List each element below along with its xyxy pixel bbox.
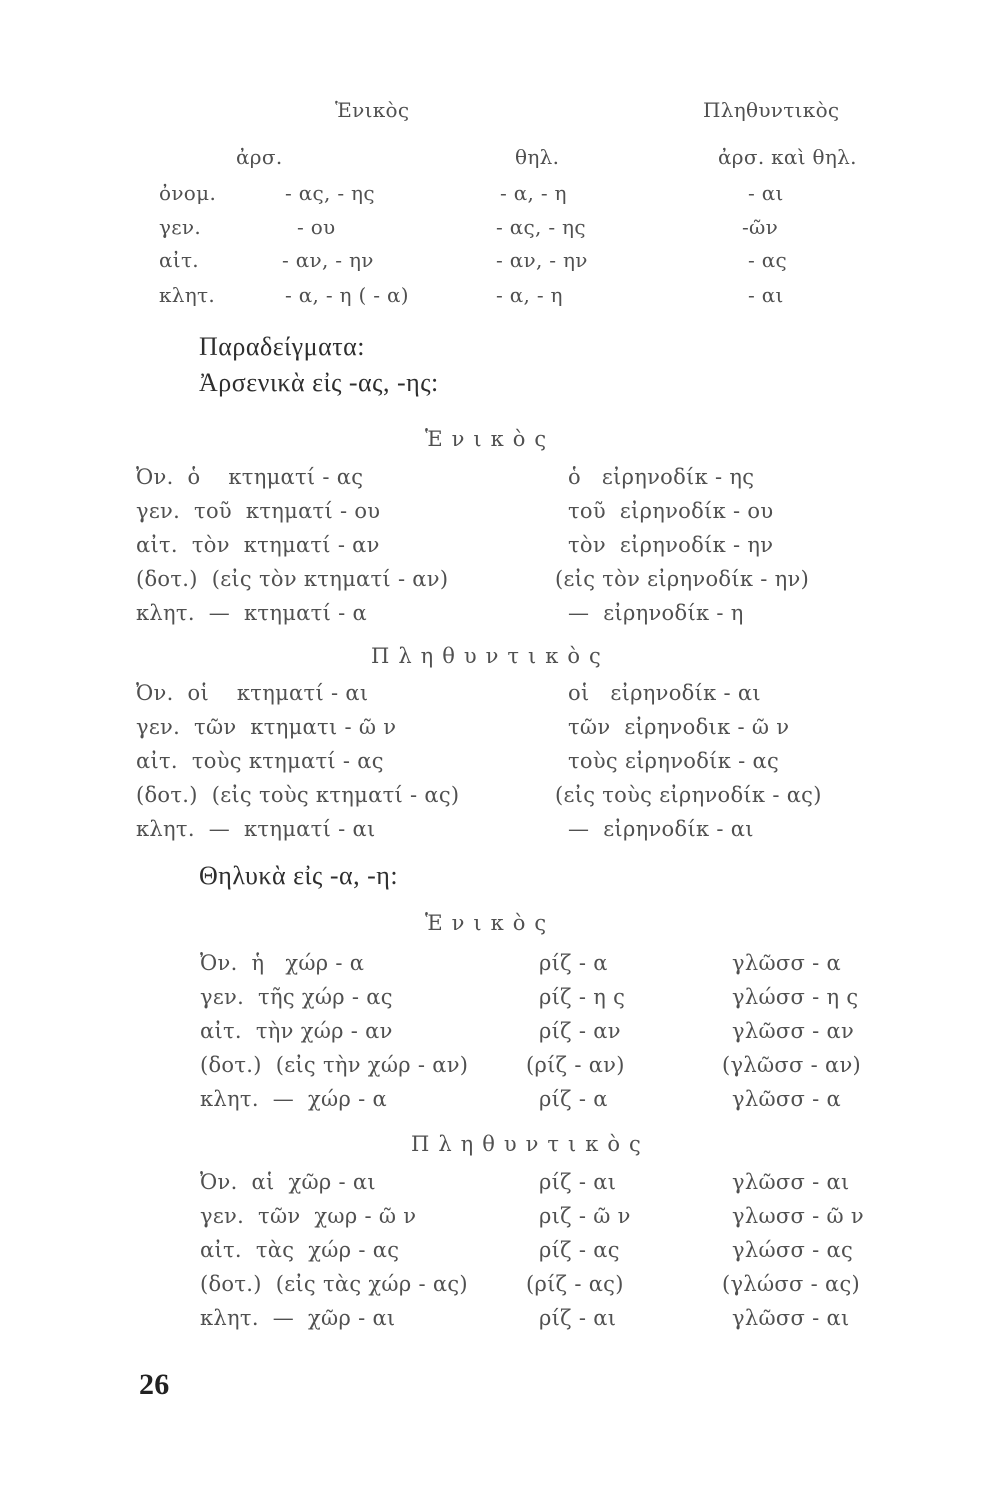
examples-heading: Παραδείγματα: [199,332,366,361]
fem-plural-form-3: γλῶσσ - αι [732,1170,850,1194]
summary-case: κλητ. [159,283,216,307]
masc-singular-form-2: τοῦ εἰρηνοδίκ - ου [568,499,774,523]
summary-plural-ending: -ῶν [742,215,779,239]
fem-plural-form: γεν. τῶν χωρ - ῶ ν [200,1204,417,1228]
summary-sub-fem: θηλ. [515,145,560,169]
masc-singular-form: Ὀν. ὁ κτηματί - ας [136,465,364,489]
fem-plural-form-3: γλώσσ - ας [732,1238,854,1262]
fem-singular-title: Ἑνικὸς [425,911,556,935]
summary-masc-ending: - ας, - ης [285,181,375,205]
masc-plural-title: Πληθυντικὸς [371,644,610,668]
fem-plural-form: αἰτ. τὰς χώρ - ας [200,1238,400,1262]
masc-singular-form-2: τὸν εἰρηνοδίκ - ην [568,533,774,557]
fem-singular-form: (δοτ.) (εἰς τὴν χώρ - αν) [200,1053,469,1077]
fem-plural-form-3: γλωσσ - ῶ ν [732,1204,864,1228]
masc-plural-form-2: τοὺς εἰρηνοδίκ - ας [568,749,780,773]
summary-masc-ending: - α, - η ( - α) [285,283,409,307]
fem-singular-form-2: ρίζ - α [539,1087,608,1111]
summary-masc-ending: - αν, - ην [282,248,374,272]
fem-singular-form-3: γλῶσσ - α [732,1087,841,1111]
masc-plural-form: κλητ. — κτηματί - αι [136,817,376,841]
masc-plural-form: γεν. τῶν κτηματι - ῶ ν [136,715,397,739]
summary-fem-ending: - α, - η [500,181,567,205]
summary-masc-ending: - ου [297,215,336,239]
fem-singular-form-3: γλῶσσ - αν [732,1019,855,1043]
fem-plural-form-2: ριζ - ῶ ν [539,1204,631,1228]
summary-case: γεν. [159,215,202,239]
fem-singular-form: γεν. τῆς χώρ - ας [200,985,393,1009]
masc-singular-form-2: — εἰρηνοδίκ - η [568,601,744,625]
masc-plural-form: Ὀν. οἱ κτηματί - αι [136,681,369,705]
masc-plural-form-2: — εἰρηνοδίκ - αι [568,817,754,841]
masc-singular-form-2: (εἰς τὸν εἰρηνοδίκ - ην) [555,567,810,591]
fem-plural-form-3: (γλώσσ - ας) [722,1272,861,1296]
fem-singular-form: αἰτ. τὴν χώρ - αν [200,1019,393,1043]
fem-singular-form-3: (γλῶσσ - αν) [722,1053,862,1077]
summary-plural-ending: - ας [748,248,788,272]
masc-plural-form: αἰτ. τοὺς κτηματί - ας [136,749,384,773]
fem-plural-form: Ὀν. αἱ χῶρ - αι [200,1170,376,1194]
summary-fem-ending: - ας, - ης [496,215,586,239]
fem-singular-form-3: γλῶσσ - α [732,951,841,975]
fem-plural-form-2: ρίζ - ας [539,1238,620,1262]
fem-plural-form-3: γλῶσσ - αι [732,1306,850,1330]
fem-singular-form-2: ρίζ - η ς [539,985,626,1009]
fem-plural-form: (δοτ.) (εἰς τὰς χώρ - ας) [200,1272,468,1296]
summary-sub-masc: ἀρσ. [236,145,283,169]
summary-fem-ending: - α, - η [496,283,563,307]
fem-singular-form: Ὀν. ἡ χώρ - α [200,951,365,975]
masc-plural-form-2: (εἰς τοὺς εἰρηνοδίκ - ας) [555,783,822,807]
masc-singular-form: (δοτ.) (εἰς τὸν κτηματί - αν) [136,567,449,591]
fem-singular-form: κλητ. — χώρ - α [200,1087,387,1111]
fem-plural-title: Πληθυντικὸς [411,1132,650,1156]
fem-singular-form-2: ρίζ - αν [539,1019,621,1043]
masc-plural-form: (δοτ.) (εἰς τοὺς κτηματί - ας) [136,783,460,807]
masc-plural-form-2: τῶν εἰρηνοδικ - ῶ ν [568,715,790,739]
summary-header-singular: Ἑνικὸς [335,98,410,122]
fem-singular-form-2: (ρίζ - αν) [526,1053,625,1077]
fem-plural-form-2: (ρίζ - ας) [526,1272,624,1296]
masc-heading: Ἀρσενικὰ εἰς -ας, -ης: [199,368,439,397]
fem-heading: Θηλυκὰ εἰς -α, -η: [199,861,399,890]
fem-plural-form: κλητ. — χῶρ - αι [200,1306,396,1330]
masc-plural-form-2: οἱ εἰρηνοδίκ - αι [568,681,761,705]
summary-case: ὀνομ. [159,181,217,205]
masc-singular-form: αἰτ. τὸν κτηματί - αν [136,533,380,557]
masc-singular-form: γεν. τοῦ κτηματί - ου [136,499,381,523]
masc-singular-form-2: ὁ εἰρηνοδίκ - ης [568,465,755,489]
masc-singular-title: Ἑνικὸς [425,427,556,451]
masc-singular-form: κλητ. — κτηματί - α [136,601,367,625]
summary-case: αἰτ. [159,248,199,272]
summary-sub-both: ἀρσ. καὶ θηλ. [718,145,857,169]
fem-plural-form-2: ρίζ - αι [539,1306,617,1330]
summary-plural-ending: - αι [748,283,784,307]
fem-singular-form-2: ρίζ - α [539,951,608,975]
fem-plural-form-2: ρίζ - αι [539,1170,617,1194]
summary-plural-ending: - αι [748,181,784,205]
fem-singular-form-3: γλώσσ - η ς [732,985,859,1009]
summary-fem-ending: - αν, - ην [496,248,588,272]
page-number: 26 [139,1368,170,1401]
summary-header-plural: Πληθυντικὸς [703,98,840,122]
